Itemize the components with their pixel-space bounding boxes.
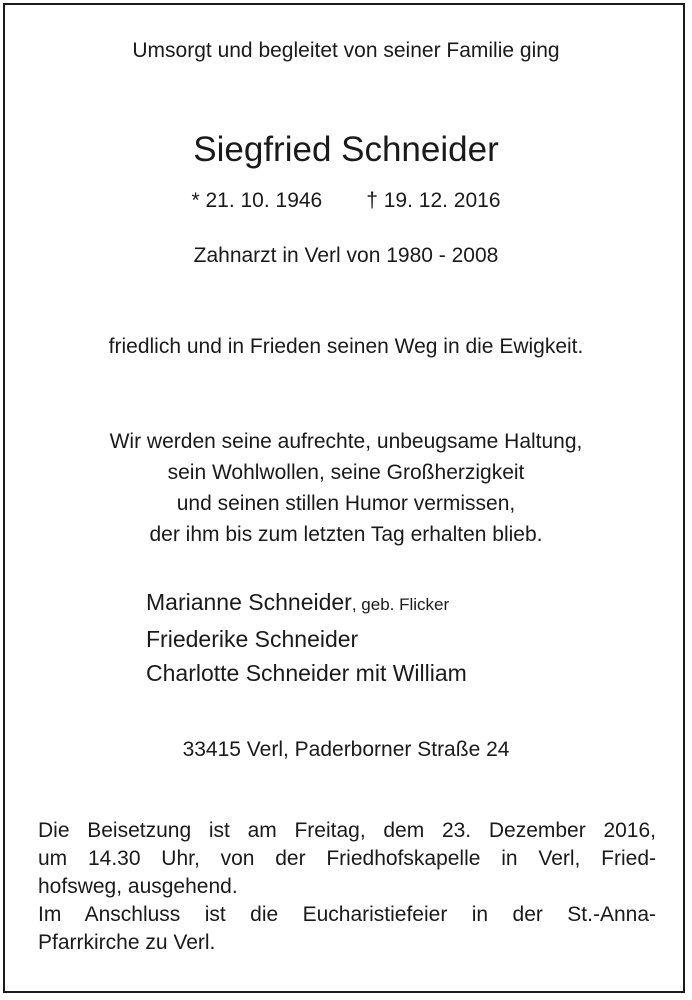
mourner-name: Marianne Schneider: [146, 589, 352, 615]
notice-line: Die Beisetzung ist am Freitag, dem 23. Dezember 2016,: [38, 819, 656, 842]
poem-line: sein Wohlwollen, seine Großherzigkeit: [167, 461, 525, 484]
mourner-name: Charlotte Schneider mit William: [146, 660, 467, 686]
poem-line: und seinen stillen Humor vermissen,: [176, 492, 516, 515]
memorial-poem: [0, 426, 692, 550]
profession-text: Zahnarzt in Verl von 1980 - 2008: [193, 244, 499, 267]
poem-line: der ihm bis zum letzten Tag erhalten blieb.: [149, 523, 543, 546]
family-address: 33415 Verl, Paderborner Straße 24: [182, 738, 510, 761]
notice-line: Im Anschluss ist die Eucharistiefeier in der St.-Anna-: [38, 903, 656, 926]
notice-line: um 14.30 Uhr, von der Friedhofskapelle in Verl, Fried-: [38, 847, 656, 870]
death-date: † 19. 12. 2016: [366, 189, 501, 212]
mourners-list: [146, 585, 467, 690]
intro-text: Umsorgt und begleitet von seiner Familie ging: [132, 39, 560, 62]
notice-line: hofsweg, ausgehend.: [38, 875, 238, 898]
mourner-name: Friederike Schneider: [146, 626, 359, 652]
passing-text: friedlich und in Frieden seinen Weg in die Ewigkeit.: [108, 335, 584, 358]
poem-line: Wir werden seine aufrechte, unbeugsame Haltung,: [109, 430, 583, 453]
notice-line: Pfarrkirche zu Verl.: [38, 931, 216, 954]
mourner-entry: [146, 585, 467, 622]
mourner-entry: [146, 622, 467, 656]
birth-date: * 21. 10. 1946: [191, 189, 323, 212]
mourner-entry: [146, 656, 467, 690]
life-dates: [0, 188, 692, 214]
funeral-notice: [38, 817, 656, 957]
deceased-name: Siegfried Schneider: [193, 130, 499, 169]
mourner-suffix: , geb. Flicker: [351, 595, 450, 614]
